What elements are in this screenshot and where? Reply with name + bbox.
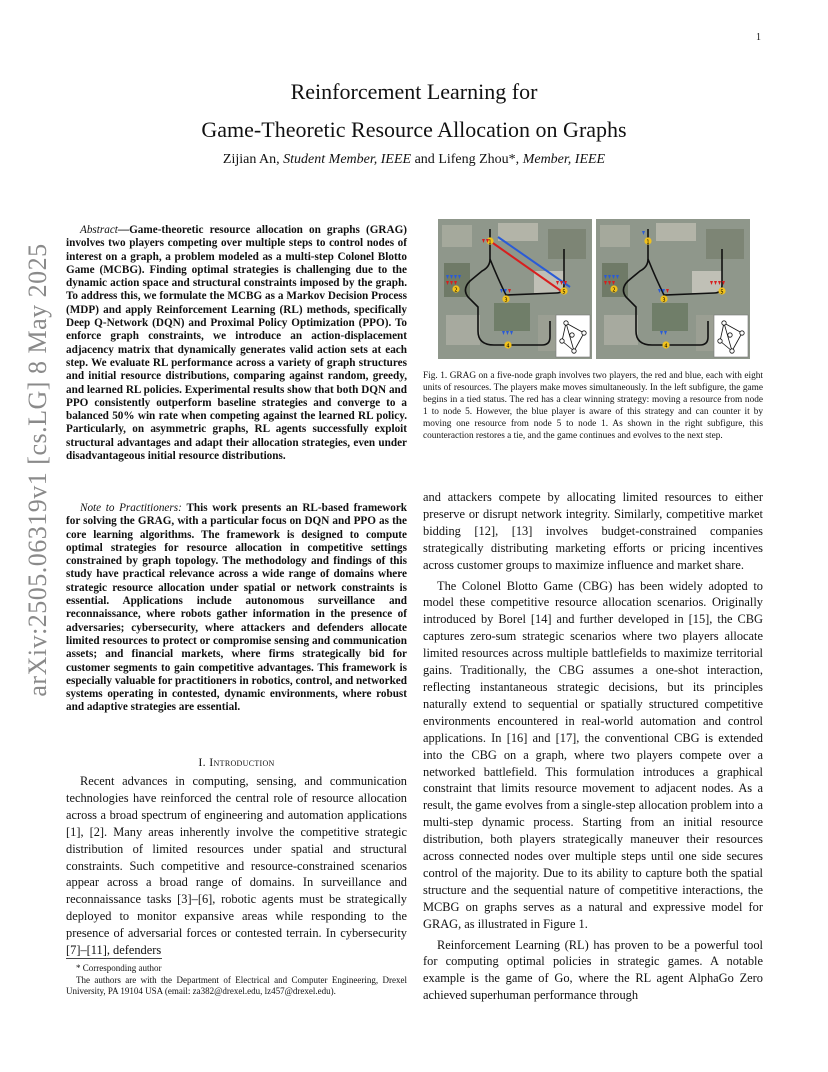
aerial-map-right <box>596 219 750 359</box>
figure-1-caption: Fig. 1. GRAG on a five-node graph involves two players, the red and blue, each with eight units of resources. The players make moves simultaneously. In the left subfigure, the game begins in a tied status. The red has a clear winning strategy: moving a resource from node 1 to node 5. However, the blue player is aware of this strategy and can counter it by moving one resource from node 5 to node 1. As shown in the right subfigure, this counteraction restores a tie, and the game continues and evolves to the next step. <box>423 371 763 442</box>
right-paragraph-1: and attackers compete by allocating limited resources to either preserve or disrupt network integrity. Similarly, competitive market bidding [12], [13] involves budget-constrained companies strategically distributing marketing efforts or pricing incentives across customer groups to maximize influence and market share. <box>423 490 763 572</box>
footnotes <box>66 963 407 998</box>
page-number: 1 <box>756 32 761 43</box>
author-conjunction: and <box>414 152 435 167</box>
practitioners-label: Note to Practitioners: <box>80 502 182 514</box>
svg-text:5: 5 <box>562 289 566 296</box>
paper-title-line-2: Game-Theoretic Resource Allocation on Graphs <box>201 117 627 142</box>
figure-1-right-subfigure <box>596 219 750 359</box>
svg-text:4: 4 <box>664 343 668 350</box>
svg-text:2: 2 <box>612 287 616 294</box>
svg-text:5: 5 <box>720 289 724 296</box>
intro-paragraph-1: Recent advances in computing, sensing, and communication technologies have reinforced the central role of resource allocation across a broad spectrum of engineering and automation applications [1], [2]. Many areas inherently involve the competitive strategic distribution of limited resources under spatial and structural constraints. Such competitive and resource-constrained scenarios appear across a broad range of domains. In surveillance and reconnaissance tasks [3]–[6], robotic agents must be strategically deployed to monitor expansive areas while responding to the presence of adversarial forces or contested terrain. In cybersecurity [7]–[11], defenders <box>66 774 407 958</box>
footnote-corresponding: * Corresponding author <box>76 963 162 973</box>
abstract: Abstract—Game-theoretic resource allocation on graphs (GRAG) involves two players competing over multiple steps to control nodes of interest on a graph, a problem modeled as a multi-step Colonel Blotto Game (MCBG). Finding optimal strategies is challenging due to the dynamic action space and structural constraints imposed by the graph. To address this, we formulate the MCBG as a Markov Decision Process (MDP) and apply Reinforcement Learning (RL) methods, specifically Deep Q-Network (DQN) and Proximal Policy Optimization (PPO). To enforce graph constraints, we introduce an action-displacement adjacency matrix that dynamically generates valid action sets at each step. We evaluate RL performance across a variety of graph structures and initial resource distributions, comparing against random, greedy, and learned RL policies. Experimental results show that both DQN and PPO consistently outperform baseline strategies and converge to a balanced 50% win rate when competing against the learned RL policy. Particularly, on asymmetric graphs, RL agents successfully exploit structural advantages and adapt their allocation strategies, even under disadvantageous initial resource distributions. <box>66 224 407 463</box>
introduction-text <box>66 773 407 959</box>
svg-text:1: 1 <box>646 239 650 246</box>
section-title: Introduction <box>209 755 275 769</box>
right-column-text <box>423 489 763 1004</box>
right-paragraph-2: The Colonel Blotto Game (CBG) has been widely adopted to model these competitive resource allocation scenarios. Originally introduced by Borel [14] and further developed in [15], the CBG captures zero-sum strategic scenarios where two players allocate limited resources across multiple battlefields to maximize territorial gains. Traditionally, the CBG assumes a one-shot interaction, reflecting instantaneous strategic decisions, but its principles naturally extend to sequential or spatially structured competitive environments encountered in real-world automation and control applications. In [16] and [17], the conventional CBG is extended into the CBG on a graph, where two players compete over a networked battlefield. This formulation introduces a graphical constraint that limits resource movement to adjacent nodes. As a result, the game evolves from a single-step allocation problem into a multi-step dynamic process. Starting from an initial resource distribution, both players strategically maneuver their resources across connected nodes over multiple steps until one side secures control of the majority. Due to its ability to capture both the spatial structure and the sequential nature of competitive interactions, the MCBG on graphs serves as a natural and expressive model for GRAG, as illustrated in Figure 1. <box>423 578 763 931</box>
svg-text:2: 2 <box>454 287 458 294</box>
arxiv-identifier: arXiv:2505.06319v1 [cs.LG] 8 May 2025 <box>23 243 52 697</box>
footnote-affiliation: The authors are with the Department of Electrical and Computer Engineering, Drexel University, PA 19104 USA (email: za382@drexel.edu, lz457@drexel.edu). <box>66 974 407 997</box>
abstract-label: Abstract <box>80 224 118 236</box>
figure-1 <box>438 219 756 359</box>
svg-text:1: 1 <box>488 239 492 246</box>
practitioners-text: This work presents an RL-based framework for solving the GRAG, with a particular focus on DQN and PPO as the core learning algorithms. The framework is designed to compute optimal strategies for resource allocation in competitive settings constrained by graph topology. The methodology and findings of this study have practical relevance across a wide range of domains where strategic resource allocation under spatial or network constraints is essential. Applications include autonomous surveillance and reconnaissance, where robots gather information in the presence of adversaries; cybersecurity, where attackers and defenders allocate limited resources to protect or compromise sensing and communication assets; and financial markets, where firms strategically bid for customer segments to gain competitive advantages. This framework is especially valuable for practitioners in robotics, control, and networked systems operating in contested, dynamic environments, where robust and adaptive strategies are essential. <box>66 502 408 714</box>
svg-text:3: 3 <box>662 297 666 304</box>
paper-title-line-1: Reinforcement Learning for <box>290 79 538 104</box>
section-heading-introduction <box>66 755 407 770</box>
svg-text:3: 3 <box>504 297 508 304</box>
author-2-name: Lifeng Zhou*, <box>438 152 520 167</box>
author-1-name: Zijian An, <box>222 152 280 167</box>
figure-1-left-subfigure <box>438 219 592 359</box>
footnote-rule <box>66 958 162 959</box>
author-1-role: Student Member, IEEE <box>283 152 412 167</box>
author-line <box>0 152 828 168</box>
right-paragraph-3: Reinforcement Learning (RL) has proven to be a powerful tool for computing optimal policies in strategic games. A notable example is the game of Go, where the RL agent AlphaGo Zero achieved superhuman performance through <box>423 937 763 1003</box>
aerial-map-left <box>438 219 592 359</box>
note-to-practitioners <box>66 502 407 715</box>
author-2-role: Member, IEEE <box>522 152 606 167</box>
abstract-text: Game-theoretic resource allocation on graphs (GRAG) involves two players competing over multiple steps to control nodes of interest on a graph, a problem modeled as a multi-step Colonel Blotto Game (MCBG). Finding optimal strategies is challenging due to the dynamic action space and structural constraints imposed by the graph. To address this, we formulate the MCBG as a Markov Decision Process (MDP) and apply Reinforcement Learning (RL) methods, specifically Deep Q-Network (DQN) and Proximal Policy Optimization (PPO). To enforce graph constraints, we introduce an action-displacement adjacency matrix that dynamically generates valid action sets at each step. We evaluate RL performance across a variety of graph structures and initial resource distributions, comparing against random, greedy, and learned RL policies. Experimental results show that both DQN and PPO consistently outperform baseline strategies and converge to a balanced 50% win rate when competing against the learned RL policy. Particularly, on asymmetric graphs, RL agents successfully exploit structural advantages and adapt their allocation strategies, even under disadvantageous initial resource distributions. <box>66 224 407 463</box>
section-number: I. <box>198 755 206 769</box>
svg-text:4: 4 <box>506 343 510 350</box>
